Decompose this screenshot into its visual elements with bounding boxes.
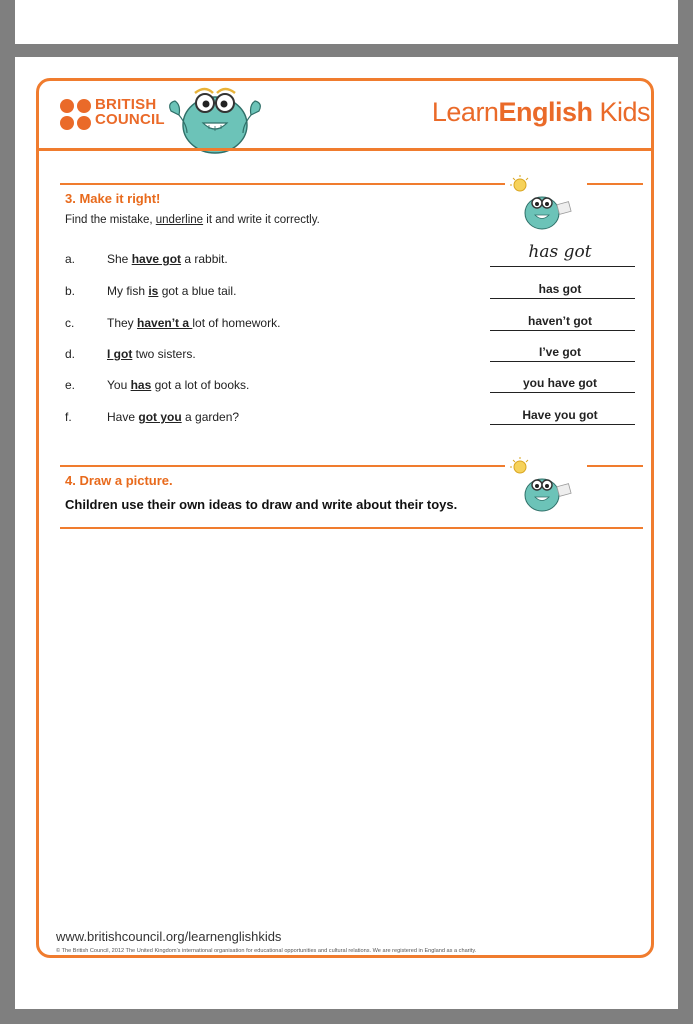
sentence-before: You [107, 378, 131, 392]
monster-mascot-icon [165, 81, 265, 157]
instr-underlined: underline [155, 214, 204, 226]
sentence-after: got a blue tail. [158, 284, 237, 298]
sentence-after: got a lot of books. [151, 378, 250, 392]
section3-top-line [60, 183, 505, 185]
section4-text: Children use their own ideas to draw and write about their toys. [65, 497, 458, 512]
row-letter: d. [65, 347, 76, 361]
sentence-mistake: have got [131, 252, 182, 266]
row-sentence [107, 378, 249, 392]
sentence-before: My fish [107, 284, 149, 298]
answer-line [490, 361, 635, 362]
answer-line [490, 266, 635, 267]
exercise-row-e [65, 378, 645, 398]
answer-line [490, 330, 635, 331]
row-answer: has got [528, 242, 592, 262]
row-sentence [107, 347, 196, 361]
instr-before: Find the mistake, [65, 214, 156, 226]
section4-top-line [60, 465, 505, 467]
bc-line2: COUNCIL [95, 111, 165, 128]
lightbulb-monster-icon [510, 175, 580, 237]
sentence-after: a rabbit. [181, 252, 228, 266]
section4-top-line-right [587, 465, 643, 467]
sentence-before: They [107, 316, 138, 330]
sentence-before: Have [107, 410, 139, 424]
british-council-logo [60, 97, 170, 137]
section3-instructions [65, 214, 320, 226]
section4-title: 4. Draw a picture. [65, 473, 173, 488]
learnenglish-kids-logo [432, 97, 650, 128]
exercise-row-a [65, 242, 645, 272]
footer-copyright: © The British Council, 2012 The United Kingdom’s international organisation for educational opportunities and cultural relations. We are registered in England as a charity. [56, 948, 477, 954]
row-sentence [107, 252, 228, 266]
answer-line [490, 392, 635, 393]
sentence-mistake: has [130, 378, 152, 392]
row-sentence [107, 284, 236, 298]
row-answer: haven’t got [527, 314, 592, 328]
lek-english: English [498, 97, 593, 127]
sentence-mistake: I got [107, 347, 133, 361]
answer-line [490, 424, 635, 425]
header-rule [36, 148, 654, 151]
row-letter: b. [65, 284, 76, 298]
exercise-row-d [65, 347, 645, 367]
row-answer: you have got [522, 376, 597, 390]
sentence-after: two sisters. [132, 347, 196, 361]
exercise-row-b [65, 284, 645, 304]
section3-title: 3. Make it right! [65, 191, 161, 206]
lightbulb-monster-icon [510, 457, 580, 519]
row-letter: f. [65, 410, 72, 424]
row-answer: has got [538, 282, 582, 296]
row-answer: I’ve got [538, 345, 581, 359]
sentence-before: She [107, 252, 132, 266]
footer-url: www.britishcouncil.org/learnenglishkids [56, 929, 282, 944]
sentence-mistake: is [148, 284, 159, 298]
bc-dots-icon [60, 99, 92, 131]
row-sentence [107, 316, 280, 330]
row-sentence [107, 410, 239, 424]
answer-line [490, 298, 635, 299]
bc-wordmark [95, 97, 165, 127]
row-letter: c. [65, 316, 75, 330]
row-answer: Have you got [522, 408, 598, 422]
exercise-row-c [65, 316, 645, 336]
row-letter: a. [65, 252, 76, 266]
sentence-mistake: got you [138, 410, 182, 424]
bc-line1: BRITISH [95, 96, 157, 113]
row-letter: e. [65, 378, 76, 392]
sentence-after: lot of homework. [192, 316, 281, 330]
lek-kids: Kids [592, 97, 650, 127]
worksheet-page [15, 57, 678, 1009]
exercise-row-f [65, 410, 645, 430]
section3-top-line-right [587, 183, 643, 185]
instr-after: it and write it correctly. [203, 214, 320, 226]
section4-bottom-line [60, 527, 643, 529]
lek-learn: Learn [431, 97, 499, 127]
previous-page-edge [15, 0, 678, 44]
sentence-mistake: haven’t a [137, 316, 193, 330]
sentence-after: a garden? [181, 410, 240, 424]
